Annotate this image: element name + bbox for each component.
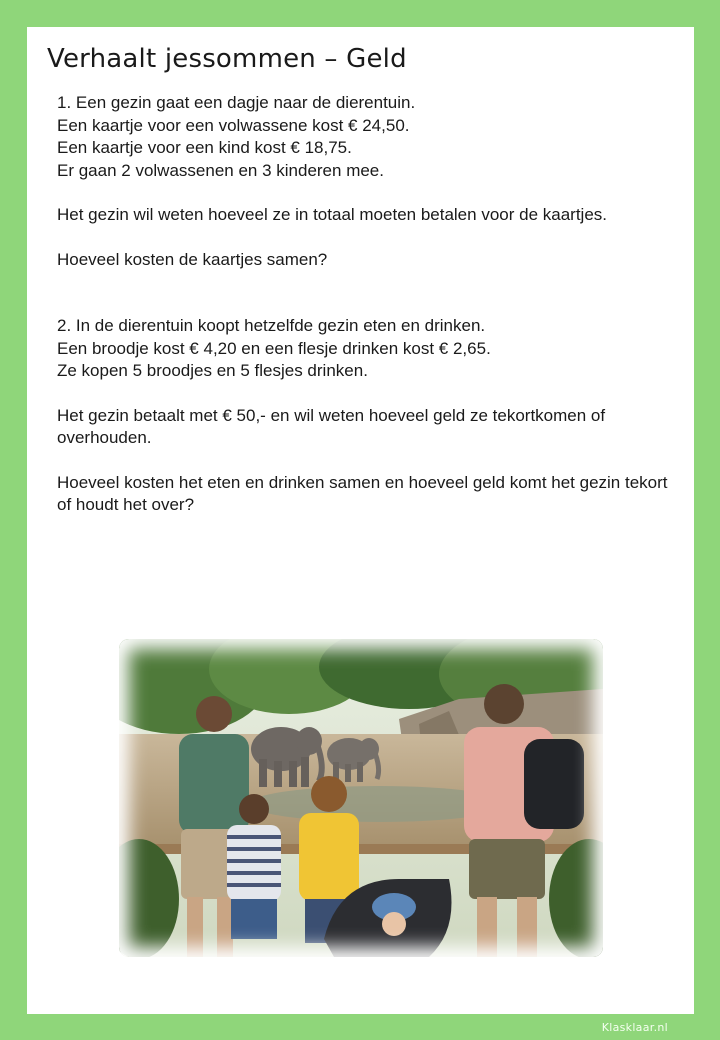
question-2: [57, 315, 672, 517]
question-1-line: Er gaan 2 volwassenen en 3 kinderen mee.: [57, 160, 384, 180]
question-1-line: Een kaartje voor een volwassene kost € 24,50.: [57, 115, 410, 135]
question-2-line: Een broodje kost € 4,20 en een flesje drinken kost € 2,65.: [57, 338, 491, 358]
question-1-line: Een kaartje voor een kind kost € 18,75.: [57, 138, 352, 157]
question-1: [57, 92, 672, 271]
question-2-question: Hoeveel kosten het eten en drinken samen en hoeveel geld komt het gezin tekort of houdt het over?: [57, 472, 668, 514]
worksheet-page: [27, 27, 694, 1014]
question-1-context: Het gezin wil weten hoeveel ze in totaal moeten betalen voor de kaartjes.: [57, 205, 607, 224]
question-1-line: 1. Een gezin gaat een dagje naar de dierentuin.: [57, 93, 416, 112]
question-2-line: Ze kopen 5 broodjes en 5 flesjes drinken.: [57, 361, 368, 380]
question-2-line: 2. In de dierentuin koopt hetzelfde gezin eten en drinken.: [57, 316, 486, 335]
worksheet-content: [57, 92, 672, 517]
question-1-question: Hoeveel kosten de kaartjes samen?: [57, 249, 328, 269]
page-title: Verhaalt jessommen – Geld: [47, 44, 407, 74]
brand-watermark: Klasklaar.nl: [601, 1021, 668, 1034]
question-2-context: Het gezin betaalt met € 50,- en wil weten hoeveel geld ze tekortkomen of overhouden.: [57, 405, 606, 447]
zoo-illustration: [119, 639, 603, 957]
zoo-family-photo: [119, 639, 603, 957]
